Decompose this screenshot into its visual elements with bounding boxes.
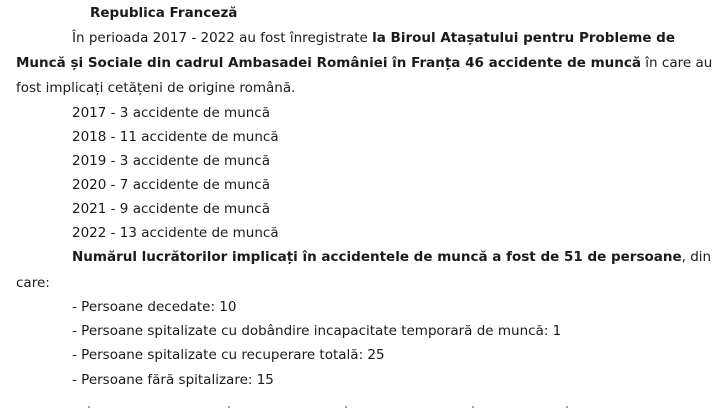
year-accidents-2017: 2017 - 3 accidente de muncă <box>72 105 271 121</box>
intro-paragraph-line-2 <box>16 54 712 72</box>
year-accidents-2021: 2021 - 9 accidente de muncă <box>72 201 271 217</box>
section-heading: Republica Franceză <box>90 5 238 21</box>
year-accidents-2019: 2019 - 3 accidente de muncă <box>72 153 271 169</box>
workers-summary-line-1 <box>72 248 711 266</box>
intro-text: În perioada 2017 - 2022 au fost înregistrate <box>72 30 373 46</box>
year-accidents-2018: 2018 - 11 accidente de muncă <box>72 129 279 145</box>
intro-text: în care au <box>641 55 712 71</box>
intro-paragraph-line-3: fost implicați cetățeni de origine română. <box>16 80 296 96</box>
breakdown-item-deceased: - Persoane decedate: 10 <box>72 299 237 315</box>
year-accidents-2022: 2022 - 13 accidente de muncă <box>72 225 279 241</box>
workers-summary-line-2: care: <box>16 275 50 291</box>
breakdown-item-full-recovery: - Persoane spitalizate cu recuperare totală: 25 <box>72 347 385 363</box>
intro-emphasis: Muncă și Sociale din cadrul Ambasadei României în Franța 46 accidente de muncă <box>16 55 642 71</box>
page-bottom-scan-edge <box>0 404 700 414</box>
year-accidents-2020: 2020 - 7 accidente de muncă <box>72 177 271 193</box>
intro-paragraph-line-1 <box>72 29 675 47</box>
breakdown-item-temporary-incapacity: - Persoane spitalizate cu dobândire incapacitate temporară de muncă: 1 <box>72 323 562 339</box>
workers-emphasis: Numărul lucrătorilor implicați în accidentele de muncă a fost de 51 de persoane <box>72 249 682 265</box>
intro-emphasis: la Biroul Atașatului pentru Probleme de <box>372 30 675 46</box>
workers-text: , din <box>681 249 712 265</box>
breakdown-item-no-hospitalization: - Persoane fără spitalizare: 15 <box>72 372 274 388</box>
